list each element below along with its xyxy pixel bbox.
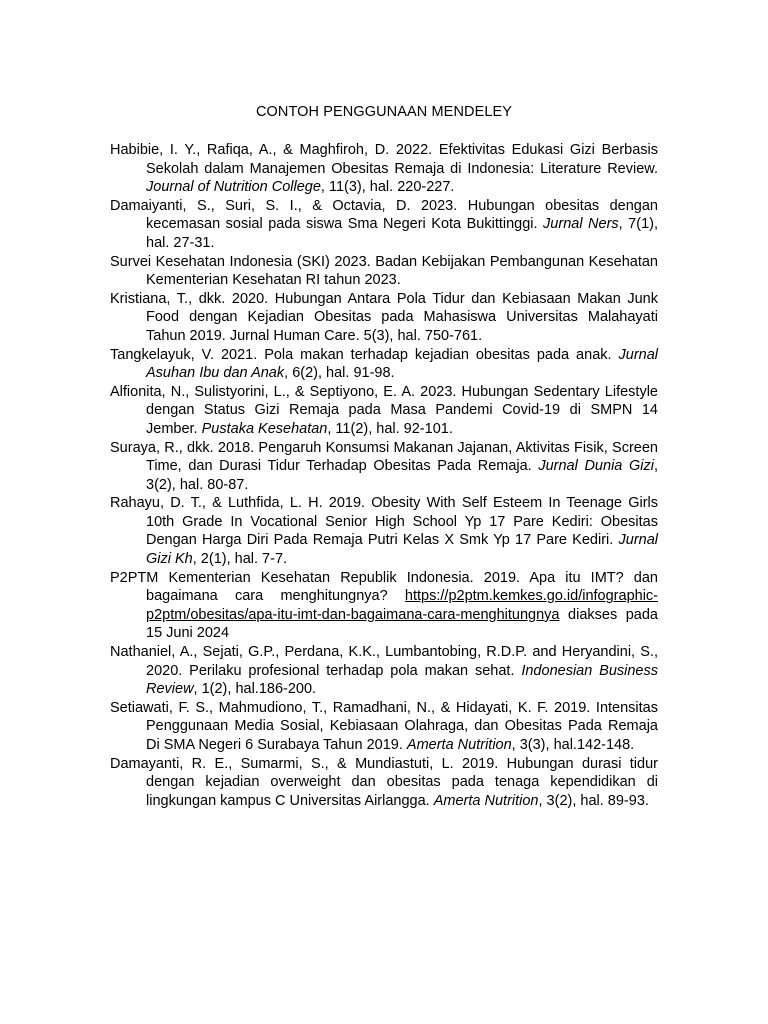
- reference-link[interactable]: https://p2ptm.kemkes.go.id/infographic-p2ptm/obesitas/apa-itu-imt-dan-bagaimana-cara-menghitungnya: [146, 588, 658, 623]
- reference-details: , 7(1), hal. 27-31.: [146, 216, 659, 251]
- reference-journal: Indonesian Business Review: [146, 662, 658, 698]
- reference-details: , 11(3), hal. 220-227.: [320, 179, 455, 196]
- reference-item: [110, 141, 658, 197]
- reference-text: Tangkelayuk, V. 2021. Pola makan terhadap kejadian obesitas pada anak.: [110, 346, 619, 363]
- reference-journal: Jurnal Gizi Kh: [146, 532, 658, 568]
- reference-journal: Amerta Nutrition: [406, 737, 512, 753]
- reference-details: , 3(2), hal. 89-93.: [538, 792, 649, 809]
- reference-journal: Jurnal Dunia Gizi: [538, 458, 654, 475]
- reference-journal: Pustaka Kesehatan: [201, 420, 328, 437]
- reference-text: P2PTM Kementerian Kesehatan Republik Indonesia. 2019. Apa itu IMT? dan bagaimana cara menghitungnya?: [110, 569, 658, 605]
- reference-item: [110, 253, 658, 290]
- reference-details: , 6(2), hal. 91-98.: [284, 365, 395, 382]
- reference-details: , 2(1), hal. 7-7.: [192, 551, 288, 568]
- reference-text: Alfionita, N., Sulistyorini, L., & Septiyono, E. A. 2023. Hubungan Sedentary Lifestyle dengan Status Gizi Remaja pada Masa Pandemi Covid-19 di SMPN 14 Jember.: [110, 383, 658, 437]
- reference-text: Habibie, I. Y., Rafiqa, A., & Maghfiroh, D. 2022. Efektivitas Edukasi Gizi Berbasis Sekolah dalam Manajemen Obesitas Remaja di Indonesia: Literature Review.: [110, 142, 658, 177]
- reference-text: Damaiyanti, S., Suri, S. I., & Octavia, D. 2023. Hubungan obesitas dengan kecemasan sosial pada siswa Sma Negeri Kota Bukittinggi.: [110, 197, 658, 233]
- reference-text: Rahayu, D. T., & Luthfida, L. H. 2019. Obesity With Self Esteem In Teenage Girls 10th Grade In Vocational Senior High School Yp 17 Pare Kediri: Obesitas Dengan Harga Diri Pada Remaja Putri Kelas X Smk Yp 17 Pare Kediri.: [110, 495, 658, 549]
- reference-list: [110, 141, 658, 810]
- reference-journal: Journal of Nutrition College: [146, 179, 321, 196]
- reference-item: [110, 569, 658, 643]
- reference-item: [110, 755, 658, 811]
- reference-journal: Jurnal Asuhan Ibu dan Anak: [146, 346, 658, 382]
- reference-item: [110, 643, 658, 699]
- reference-item: [110, 494, 658, 568]
- reference-journal: Amerta Nutrition: [433, 792, 539, 809]
- reference-details: , 3(3), hal.142-148.: [511, 737, 635, 753]
- reference-details: , 11(2), hal. 92-101.: [327, 420, 453, 437]
- reference-text: Survei Kesehatan Indonesia (SKI) 2023. Badan Kebijakan Pembangunan Kesehatan Kementerian Kesehatan RI tahun 2023.: [110, 253, 658, 289]
- reference-details: diakses pada 15 Juni 2024: [146, 606, 658, 642]
- reference-item: [110, 197, 659, 253]
- reference-journal: Jurnal Ners: [543, 216, 619, 233]
- page-title: CONTOH PENGGUNAAN MENDELEY: [255, 104, 513, 120]
- reference-details: , 3(2), hal. 80-87.: [146, 458, 658, 493]
- reference-item: [110, 699, 658, 755]
- reference-item: [110, 346, 658, 383]
- reference-text: Kristiana, T., dkk. 2020. Hubungan Antara Pola Tidur dan Kebiasaan Makan Junk Food dengan Kejadian Obesitas pada Mahasiswa Universitas Malahayati Tahun 2019. Jurnal Human Care. 5(3), hal. 750-761.: [110, 290, 658, 344]
- reference-item: [110, 290, 658, 346]
- reference-text: Damayanti, R. E., Sumarmi, S., & Mundiastuti, L. 2019. Hubungan durasi tidur dengan kejadian overweight dan obesitas pada tenaga kependidikan di lingkungan kampus C Universitas Airlangga.: [110, 755, 658, 809]
- reference-text: Suraya, R., dkk. 2018. Pengaruh Konsumsi Makanan Jajanan, Aktivitas Fisik, Screen Time, dan Durasi Tidur Terhadap Obesitas Pada Remaja.: [110, 439, 658, 475]
- reference-item: [110, 383, 658, 439]
- reference-text: Nathaniel, A., Sejati, G.P., Perdana, K.K., Lumbantobing, R.D.P. and Heryandini, S., 2020. Perilaku profesional terhadap pola makan sehat.: [110, 644, 658, 679]
- reference-item: [110, 439, 658, 495]
- reference-details: , 1(2), hal.186-200.: [193, 681, 317, 698]
- reference-text: Setiawati, F. S., Mahmudiono, T., Ramadhani, N., & Hidayati, K. F. 2019. Intensitas Penggunaan Media Sosial, Kebiasaan Olahraga, dan Obesitas Pada Remaja Di SMA Negeri 6 Surabaya Tahun 2019.: [110, 699, 658, 753]
